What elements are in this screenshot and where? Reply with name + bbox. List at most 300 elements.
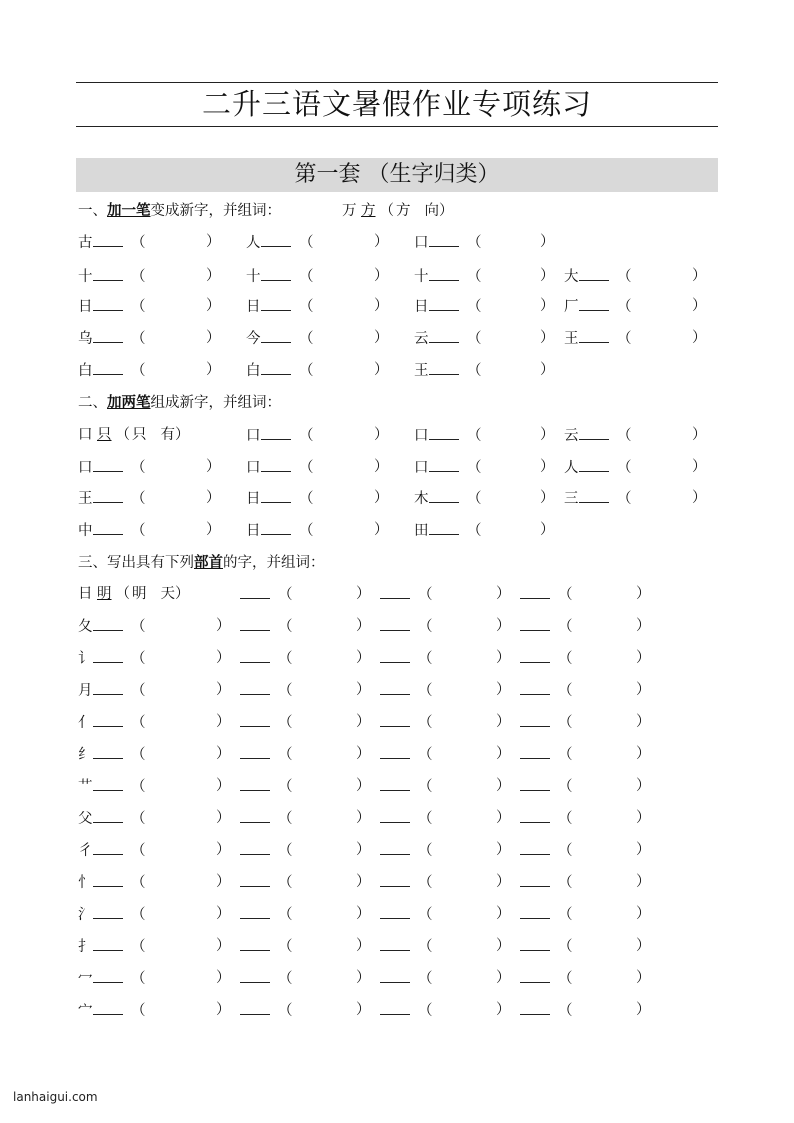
paren-close: ） [216,650,231,666]
paren-open: （ [558,907,573,923]
char-blank[interactable] [93,903,123,919]
radical-char: 冖 [78,971,93,987]
answer-group [516,679,573,702]
char-blank[interactable] [520,871,550,887]
paren-close: ） [356,1002,371,1018]
base-char: 口 [246,428,261,444]
paren-close: ） [636,618,651,634]
char-blank[interactable] [520,615,550,631]
section2-heading-key: 加两笔 [107,395,151,411]
paren-open: （ [418,907,433,923]
char-blank[interactable] [429,265,459,281]
example-answer: 只 [97,427,112,443]
base-char: 口 [414,428,429,444]
section2-heading [78,393,281,413]
radical-item [78,839,146,861]
paren-open: （ [467,363,482,379]
char-blank[interactable] [520,679,550,695]
char-blank[interactable] [520,775,550,791]
char-blank[interactable] [579,456,609,472]
char-blank[interactable] [93,743,123,759]
char-blank[interactable] [380,935,410,951]
char-blank[interactable] [93,775,123,791]
page-title: 二升三语文暑假作业专项练习 [201,87,592,121]
base-char: 厂 [564,299,579,315]
answer-group [376,775,433,798]
example-char: 日 [78,586,93,602]
example-word-1: 方 [396,203,411,219]
char-blank[interactable] [93,231,123,247]
char-blank[interactable] [240,999,270,1015]
char-blank[interactable] [429,487,459,503]
char-blank[interactable] [93,615,123,631]
paren-close: ） [496,682,511,698]
paren-open: （ [131,460,146,476]
paren-open: （ [278,843,293,859]
char-blank[interactable] [240,711,270,727]
section1-item [246,231,314,253]
char-blank[interactable] [520,711,550,727]
char-blank[interactable] [240,647,270,663]
char-blank[interactable] [429,424,459,440]
char-blank[interactable] [93,265,123,281]
example-paren-close: ） [175,586,190,602]
base-char: 王 [414,363,429,379]
paren-close: ） [216,810,231,826]
section1-item [246,359,314,381]
section2-item [414,519,482,541]
paren-open: （ [467,299,482,315]
paren-close: ） [206,234,221,250]
char-blank[interactable] [579,265,609,281]
answer-group [516,903,573,926]
char-blank[interactable] [261,519,291,535]
paren-open: （ [558,971,573,987]
radical-item [78,935,146,957]
char-blank[interactable] [93,519,123,535]
paren-close: ） [636,938,651,954]
char-blank[interactable] [93,679,123,695]
char-blank[interactable] [240,583,270,599]
char-blank[interactable] [240,903,270,919]
char-blank[interactable] [429,327,459,343]
char-blank[interactable] [93,295,123,311]
char-blank[interactable] [579,327,609,343]
paren-close: ） [496,1002,511,1018]
paren-close: ） [692,490,707,506]
paren-open: （ [278,651,293,667]
paren-close: ） [540,459,555,475]
char-blank[interactable] [520,647,550,663]
paren-open: （ [299,460,314,476]
section3-heading [78,553,325,573]
paren-open: （ [418,715,433,731]
base-char: 云 [414,331,429,347]
paren-close: ） [636,1002,651,1018]
paren-open: （ [418,939,433,955]
paren-open: （ [467,491,482,507]
char-blank[interactable] [261,456,291,472]
paren-close: ） [636,906,651,922]
paren-open: （ [418,587,433,603]
paren-open: （ [418,779,433,795]
char-blank[interactable] [93,807,123,823]
paren-close: ） [496,586,511,602]
base-char: 王 [564,331,579,347]
paren-close: ） [636,874,651,890]
paren-close: ） [496,778,511,794]
paren-open: （ [558,843,573,859]
answer-group [516,647,573,670]
paren-open: （ [467,269,482,285]
char-blank[interactable] [380,871,410,887]
example-paren-close: ） [439,203,454,219]
char-blank[interactable] [429,519,459,535]
char-blank[interactable] [429,295,459,311]
paren-open: （ [418,651,433,667]
char-blank[interactable] [93,711,123,727]
radical-item [78,743,146,765]
paren-open: （ [131,299,146,315]
paren-close: ） [540,330,555,346]
radical-char: 彳 [78,843,93,859]
paren-open: （ [617,460,632,476]
char-blank[interactable] [93,999,123,1015]
char-blank[interactable] [93,327,123,343]
char-blank[interactable] [380,743,410,759]
base-char: 口 [414,235,429,251]
radical-item [78,871,146,893]
char-blank[interactable] [240,967,270,983]
paren-open: （ [558,747,573,763]
answer-group [516,807,573,830]
paren-close: ） [496,810,511,826]
paren-close: ） [356,778,371,794]
paren-open: （ [299,428,314,444]
paren-open: （ [467,460,482,476]
paren-close: ） [374,268,389,284]
paren-close: ） [692,298,707,314]
paren-open: （ [299,523,314,539]
base-char: 日 [246,299,261,315]
char-blank[interactable] [579,424,609,440]
char-blank[interactable] [93,647,123,663]
paren-open: （ [558,587,573,603]
section3-heading-prefix: 三、写出具有下列 [78,555,194,571]
answer-group [376,743,433,766]
paren-open: （ [278,619,293,635]
paren-open: （ [278,875,293,891]
section2-item [564,456,632,478]
char-blank[interactable] [380,711,410,727]
char-blank[interactable] [261,265,291,281]
answer-group [376,679,433,702]
char-blank[interactable] [520,839,550,855]
paren-open: （ [131,907,146,923]
char-blank[interactable] [240,807,270,823]
paren-close: ） [540,490,555,506]
section1-item [414,327,482,349]
answer-group [516,871,573,894]
char-blank[interactable] [380,775,410,791]
char-blank[interactable] [93,487,123,503]
char-blank[interactable] [93,839,123,855]
base-char: 人 [246,235,261,251]
char-blank[interactable] [261,295,291,311]
paren-close: ） [540,522,555,538]
base-char: 日 [414,299,429,315]
char-blank[interactable] [240,775,270,791]
paren-close: ） [374,490,389,506]
paren-close: ） [540,427,555,443]
answer-group [236,871,293,894]
paren-close: ） [356,650,371,666]
section2-item [564,487,632,509]
radical-char: 艹 [78,779,93,795]
section2-item [246,424,314,446]
paren-close: ） [636,842,651,858]
answer-group [516,775,573,798]
answer-group [516,839,573,862]
paren-close: ） [636,970,651,986]
char-blank[interactable] [261,231,291,247]
example-paren-close: ） [175,427,190,443]
base-char: 日 [246,491,261,507]
char-blank[interactable] [93,967,123,983]
char-blank[interactable] [240,871,270,887]
base-char: 王 [78,491,93,507]
section1-item [414,295,482,317]
char-blank[interactable] [261,327,291,343]
paren-close: ） [356,682,371,698]
paren-close: ） [356,810,371,826]
paren-close: ） [636,650,651,666]
char-blank[interactable] [380,999,410,1015]
answer-group [376,839,433,862]
paren-open: （ [278,779,293,795]
char-blank[interactable] [93,359,123,375]
char-blank[interactable] [579,487,609,503]
section1-item [78,359,146,381]
paren-open: （ [418,747,433,763]
answer-group [376,903,433,926]
example-answer: 明 [97,586,112,602]
example-paren-open: （ [379,203,394,219]
char-blank[interactable] [520,903,550,919]
paren-open: （ [558,811,573,827]
answer-group [236,807,293,830]
paren-open: （ [558,875,573,891]
answer-group [236,935,293,958]
char-blank[interactable] [93,456,123,472]
footer-site: lanhaigui.com [13,1090,98,1104]
answer-group [376,967,433,990]
paren-open: （ [299,269,314,285]
char-blank[interactable] [261,359,291,375]
radical-item [78,903,146,925]
example-paren-open: （ [115,586,130,602]
answer-group [516,711,573,734]
paren-open: （ [131,619,146,635]
paren-close: ） [216,1002,231,1018]
paren-close: ） [636,682,651,698]
section3-example [78,583,190,605]
paren-open: （ [558,715,573,731]
radical-char: 氵 [78,907,93,923]
char-blank[interactable] [380,679,410,695]
answer-group [376,583,433,606]
paren-close: ） [206,330,221,346]
char-blank[interactable] [520,807,550,823]
paren-open: （ [299,491,314,507]
base-char: 三 [564,491,579,507]
char-blank[interactable] [380,839,410,855]
paren-close: ） [356,874,371,890]
paren-close: ） [206,268,221,284]
section2-item [414,456,482,478]
char-blank[interactable] [240,615,270,631]
paren-close: ） [540,298,555,314]
radical-item [78,647,146,669]
base-char: 中 [78,523,93,539]
paren-open: （ [131,939,146,955]
paren-open: （ [558,1003,573,1019]
section1-item [564,265,632,287]
paren-open: （ [278,811,293,827]
paren-open: （ [278,1003,293,1019]
char-blank[interactable] [380,615,410,631]
answer-group [376,999,433,1022]
paren-open: （ [418,683,433,699]
char-blank[interactable] [93,935,123,951]
paren-close: ） [356,970,371,986]
radical-item [78,775,146,797]
section2-item [78,519,146,541]
radical-char: 纟 [78,747,93,763]
paren-close: ） [540,234,555,250]
example-paren-open: （ [115,427,130,443]
paren-open: （ [418,811,433,827]
char-blank[interactable] [240,935,270,951]
paren-open: （ [131,651,146,667]
char-blank[interactable] [429,359,459,375]
paren-close: ） [356,906,371,922]
answer-group [376,615,433,638]
paren-close: ） [206,298,221,314]
paren-open: （ [467,331,482,347]
char-blank[interactable] [261,424,291,440]
paren-close: ） [356,586,371,602]
char-blank[interactable] [380,903,410,919]
radical-item [78,711,146,733]
answer-group [236,839,293,862]
char-blank[interactable] [261,487,291,503]
paren-close: ） [374,459,389,475]
example-word-2: 有 [160,427,175,443]
paren-open: （ [617,428,632,444]
char-blank[interactable] [240,839,270,855]
answer-group [376,935,433,958]
radical-char: 夂 [78,619,93,635]
char-blank[interactable] [380,807,410,823]
radical-item [78,615,146,637]
paren-close: ） [356,746,371,762]
char-blank[interactable] [520,935,550,951]
base-char: 白 [246,363,261,379]
paren-close: ） [692,268,707,284]
char-blank[interactable] [240,743,270,759]
paren-close: ） [496,906,511,922]
paren-close: ） [636,746,651,762]
base-char: 口 [246,460,261,476]
char-blank[interactable] [240,679,270,695]
base-char: 口 [78,460,93,476]
char-blank[interactable] [429,456,459,472]
example-answer: 方 [361,203,376,219]
base-char: 乌 [78,331,93,347]
char-blank[interactable] [579,295,609,311]
paren-close: ） [540,362,555,378]
paren-close: ） [692,459,707,475]
section3-heading-key: 部首 [194,555,223,571]
radical-char: 讠 [78,651,93,667]
example-char: 万 [342,203,357,219]
paren-open: （ [467,523,482,539]
char-blank[interactable] [520,743,550,759]
char-blank[interactable] [520,999,550,1015]
base-char: 今 [246,331,261,347]
paren-open: （ [131,269,146,285]
char-blank[interactable] [380,583,410,599]
char-blank[interactable] [93,871,123,887]
paren-open: （ [467,235,482,251]
paren-close: ） [216,938,231,954]
paren-open: （ [131,491,146,507]
answer-group [376,711,433,734]
char-blank[interactable] [380,647,410,663]
base-char: 云 [564,428,579,444]
paren-close: ） [206,362,221,378]
radical-item [78,967,146,989]
answer-group [236,967,293,990]
paren-close: ） [356,618,371,634]
section1-example [342,200,454,222]
base-char: 日 [246,523,261,539]
section1-item [246,327,314,349]
paren-close: ） [692,427,707,443]
char-blank[interactable] [520,583,550,599]
paren-close: ） [692,330,707,346]
paren-close: ） [216,874,231,890]
example-word-2: 天 [160,586,175,602]
paren-open: （ [131,779,146,795]
paren-close: ） [496,970,511,986]
paren-close: ） [636,810,651,826]
char-blank[interactable] [429,231,459,247]
char-blank[interactable] [520,967,550,983]
answer-group [516,615,573,638]
paren-close: ） [374,362,389,378]
paren-open: （ [558,619,573,635]
section1-item [78,265,146,287]
paren-open: （ [131,523,146,539]
paren-open: （ [418,843,433,859]
base-char: 田 [414,523,429,539]
answer-group [516,967,573,990]
paren-close: ） [636,778,651,794]
char-blank[interactable] [380,967,410,983]
section1-heading-key: 加一笔 [107,203,151,219]
